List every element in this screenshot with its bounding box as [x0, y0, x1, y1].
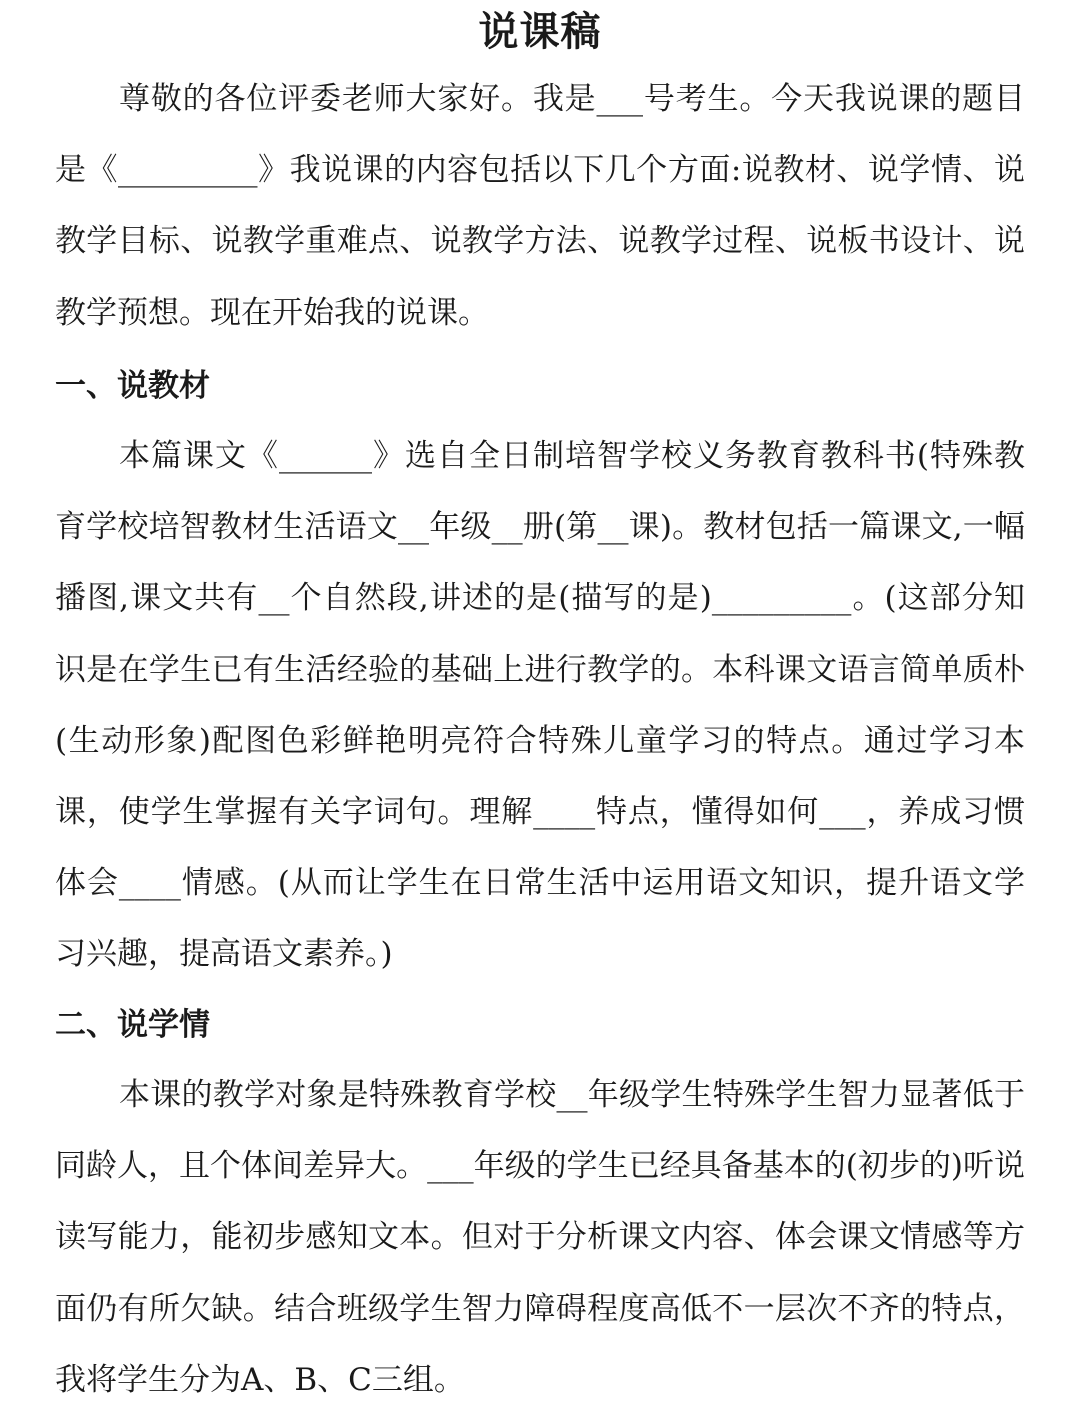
section-heading-textbook: 一、说教材 — [55, 368, 210, 404]
section-heading-students: 二、说学情 — [55, 1007, 210, 1043]
document-title: 说课稿 — [478, 8, 602, 55]
intro-paragraph: 尊敬的各位评委老师大家好。我是___号考生。今天我说课的题目是《_________》我说课的内容包括以下几个方面:说教材、说学情、说教学目标、说教学重难点、说教学方法、说教学过程、说板书设计、说教学预想。现在开始我的说课。 — [55, 81, 1025, 331]
section-paragraph-textbook: 本篇课文《______》选自全日制培智学校义务教育教科书(特殊教育学校培智教材生活语文__年级__册(第__课)。教材包括一篇课文,一幅播图,课文共有__个自然段,讲述的是(描写的是)_________。(这部分知识是在学生已有生活经验的基础上进行教学的。本科课文语言简单质朴(生动形象)配图色彩鲜艳明亮符合特殊儿童学习的特点。通过学习本课，使学生掌握有关字词句。理解____特点，懂得如何___，养成习惯体会____情感。(从而让学生在日常生活中运用语文知识，提升语文学习兴趣，提高语文素养。) — [55, 438, 1025, 973]
section-paragraph-students: 本课的教学对象是特殊教育学校__年级学生特殊学生智力显著低于同龄人，且个体间差异大。___年级的学生已经具备基本的(初步的)听说读写能力，能初步感知文本。但对于分析课文内容、体会课文情感等方面仍有所欠缺。结合班级学生智力障碍程度高低不一层次不齐的特点，我将学生分为A、B、C三组。 — [55, 1077, 1025, 1398]
